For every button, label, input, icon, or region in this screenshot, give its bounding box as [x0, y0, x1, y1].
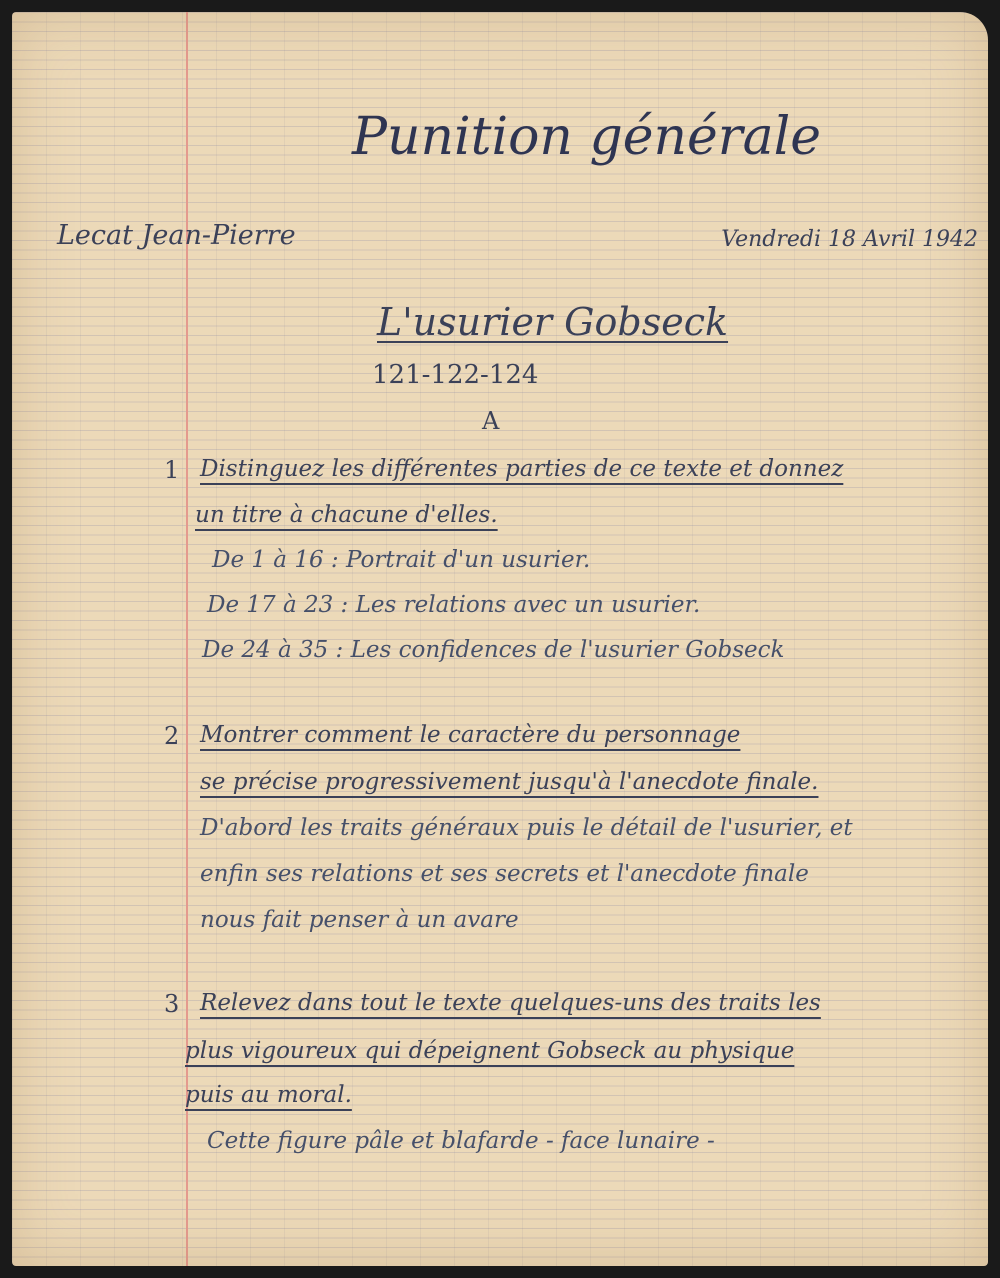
question-line: Relevez dans tout le texte quelques-uns des traits les	[200, 990, 821, 1016]
answer-line: D'abord les traits généraux puis le détail de l'usurier, et	[200, 815, 853, 841]
answer-line: De 24 à 35 : Les confidences de l'usurier Gobseck	[202, 637, 785, 663]
question-line: Distinguez les différentes parties de ce texte et donnez	[200, 456, 844, 482]
section-letter: A	[482, 407, 500, 435]
question-line: puis au moral.	[185, 1082, 352, 1108]
question-line: plus vigoureux qui dépeignent Gobseck au physique	[185, 1038, 795, 1064]
answer-line: enfin ses relations et ses secrets et l'anecdote finale	[200, 861, 809, 887]
text-title: L'usurier Gobseck	[377, 300, 729, 344]
question-line: se précise progressivement jusqu'à l'anecdote finale.	[200, 769, 819, 795]
date: Vendredi 18 Avril 1942	[721, 227, 978, 252]
question-line: un titre à chacune d'elles.	[195, 502, 498, 528]
question-number: 1	[164, 456, 180, 484]
question-number: 3	[164, 990, 180, 1018]
notebook-page	[12, 12, 988, 1266]
line-numbers: 121-122-124	[372, 360, 539, 390]
page-title: Punition générale	[352, 107, 822, 167]
answer-line: De 1 à 16 : Portrait d'un usurier.	[212, 547, 591, 573]
student-name: Lecat Jean-Pierre	[57, 220, 296, 251]
question-line: Montrer comment le caractère du personnage	[200, 722, 741, 748]
answer-line: De 17 à 23 : Les relations avec un usurier.	[207, 592, 701, 618]
answer-line: nous fait penser à un avare	[200, 907, 519, 933]
answer-line: Cette figure pâle et blafarde - face lunaire -	[207, 1128, 715, 1154]
question-number: 2	[164, 722, 180, 750]
